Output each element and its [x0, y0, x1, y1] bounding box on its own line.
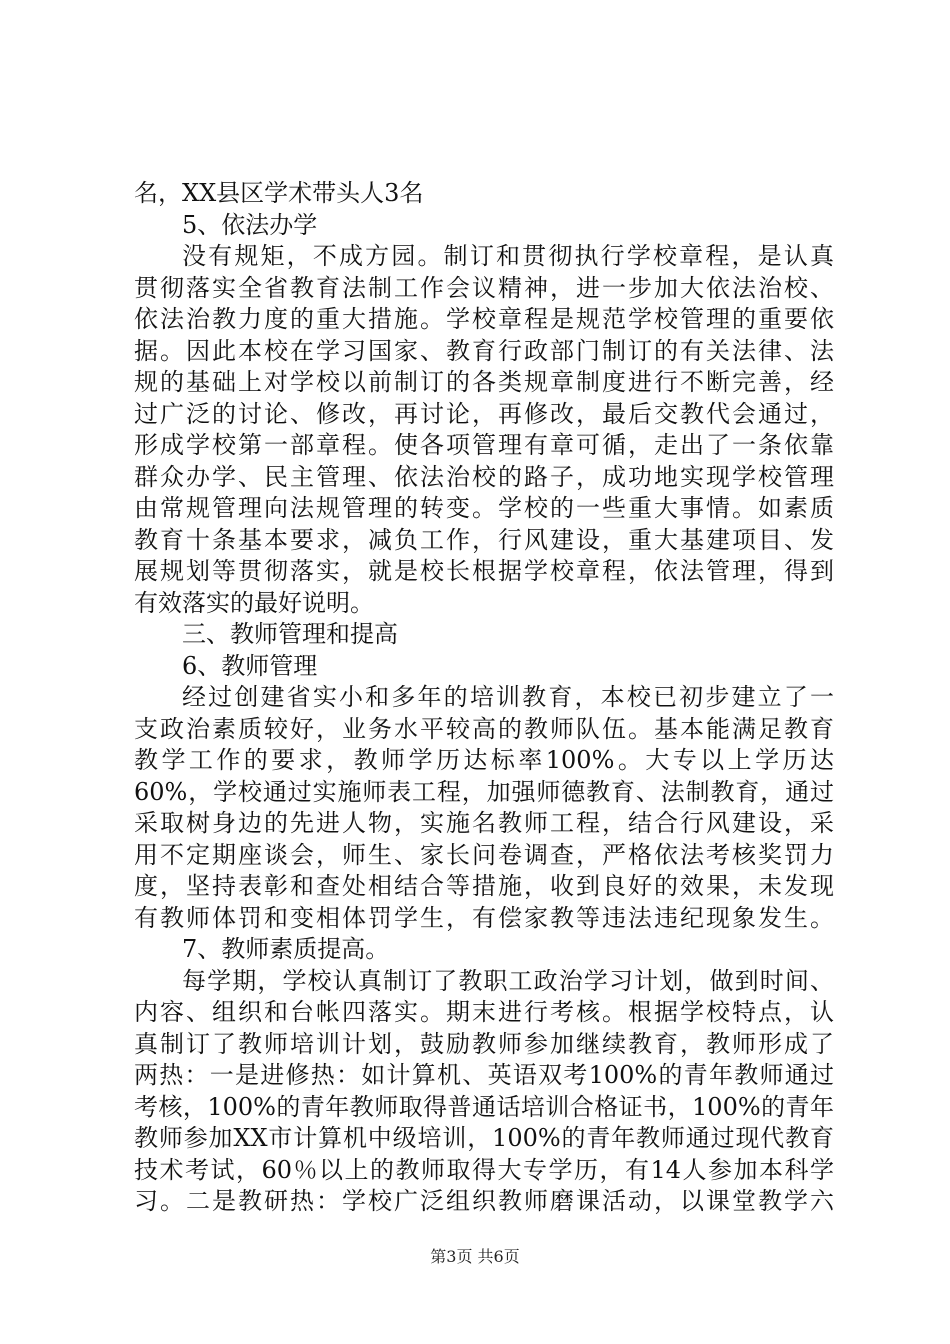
paragraph-line: 度，坚持表彰和查处相结合等措施，收到良好的效果，未发现 — [134, 872, 834, 900]
paragraph-line: 每学期，学校认真制订了教职工政治学习计划，做到时间、 — [182, 966, 834, 995]
document-body — [134, 178, 834, 1218]
paragraph-line: 教师参加XX市计算机中级培训，100%的青年教师通过现代教育 — [134, 1124, 834, 1152]
paragraph-line: 由常规管理向法规管理的转变。学校的一些重大事情。如素质 — [134, 494, 834, 522]
page-footer: 第3页 共6页 — [430, 1247, 520, 1266]
paragraph-line: 考核，100%的青年教师取得普通话培训合格证书，100%的青年 — [134, 1092, 834, 1121]
paragraph-line: 真制订了教师培训计划，鼓励教师参加继续教育，教师形成了 — [134, 1029, 834, 1058]
section-heading: 三、教师管理和提高 — [182, 620, 398, 648]
paragraph-line: 规的基础上对学校以前制订的各类规章制度进行不断完善，经 — [134, 368, 834, 396]
section-heading: 6、教师管理 — [182, 651, 318, 680]
paragraph-line: 群众办学、民主管理、依法治校的路子，成功地实现学校管理 — [134, 462, 834, 491]
paragraph-line: 形成学校第一部章程。使各项管理有章可循，走出了一条依靠 — [134, 431, 834, 459]
paragraph-line: 有教师体罚和变相体罚学生，有偿家教等违法违纪现象发生。 — [134, 903, 834, 932]
paragraph-line: 内容、组织和台帐四落实。期末进行考核。根据学校特点，认 — [134, 998, 834, 1026]
section-heading: 5、依法办学 — [182, 210, 318, 239]
paragraph-line: 两热：一是进修热：如计算机、英语双考100%的青年教师通过 — [134, 1061, 834, 1089]
paragraph-line: 支政治素质较好，业务水平较高的教师队伍。基本能满足教育 — [134, 714, 834, 743]
paragraph-line: 教育十条基本要求，减负工作，行风建设，重大基建项目、发 — [134, 525, 834, 554]
paragraph-line: 依法治教力度的重大措施。学校章程是规范学校管理的重要依 — [134, 305, 834, 333]
paragraph-line: 展规划等贯彻落实，就是校长根据学校章程，依法管理，得到 — [134, 557, 834, 585]
section-heading: 7、教师素质提高。 — [182, 935, 390, 963]
paragraph-line: 据。因此本校在学习国家、教育行政部门制订的有关法律、法 — [134, 336, 834, 365]
paragraph-line: 贯彻落实全省教育法制工作会议精神，进一步加大依法治校、 — [134, 273, 834, 302]
paragraph-line: 名，XX县区学术带头人3名 — [134, 179, 424, 207]
paragraph-line: 没有规矩，不成方园。制订和贯彻执行学校章程，是认真 — [182, 242, 834, 270]
paragraph-line: 技术考试，60％以上的教师取得大专学历，有14人参加本科学 — [134, 1155, 834, 1184]
paragraph-line: 过广泛的讨论、修改，再讨论，再修改，最后交教代会通过， — [134, 399, 834, 428]
paragraph-line: 用不定期座谈会，师生、家长问卷调查，严格依法考核奖罚力 — [134, 840, 834, 869]
paragraph-line: 60%，学校通过实施师表工程，加强师德教育、法制教育，通过 — [134, 777, 834, 806]
paragraph-line: 经过创建省实小和多年的培训教育，本校已初步建立了一 — [182, 683, 834, 711]
paragraph-line: 教学工作的要求，教师学历达标率100%。大专以上学历达 — [134, 746, 834, 774]
paragraph-line: 采取树身边的先进人物，实施名教师工程，结合行风建设，采 — [134, 809, 834, 837]
paragraph-line: 有效落实的最好说明。 — [134, 588, 374, 617]
paragraph-line: 习。二是教研热：学校广泛组织教师磨课活动，以课堂教学六 — [134, 1187, 834, 1215]
